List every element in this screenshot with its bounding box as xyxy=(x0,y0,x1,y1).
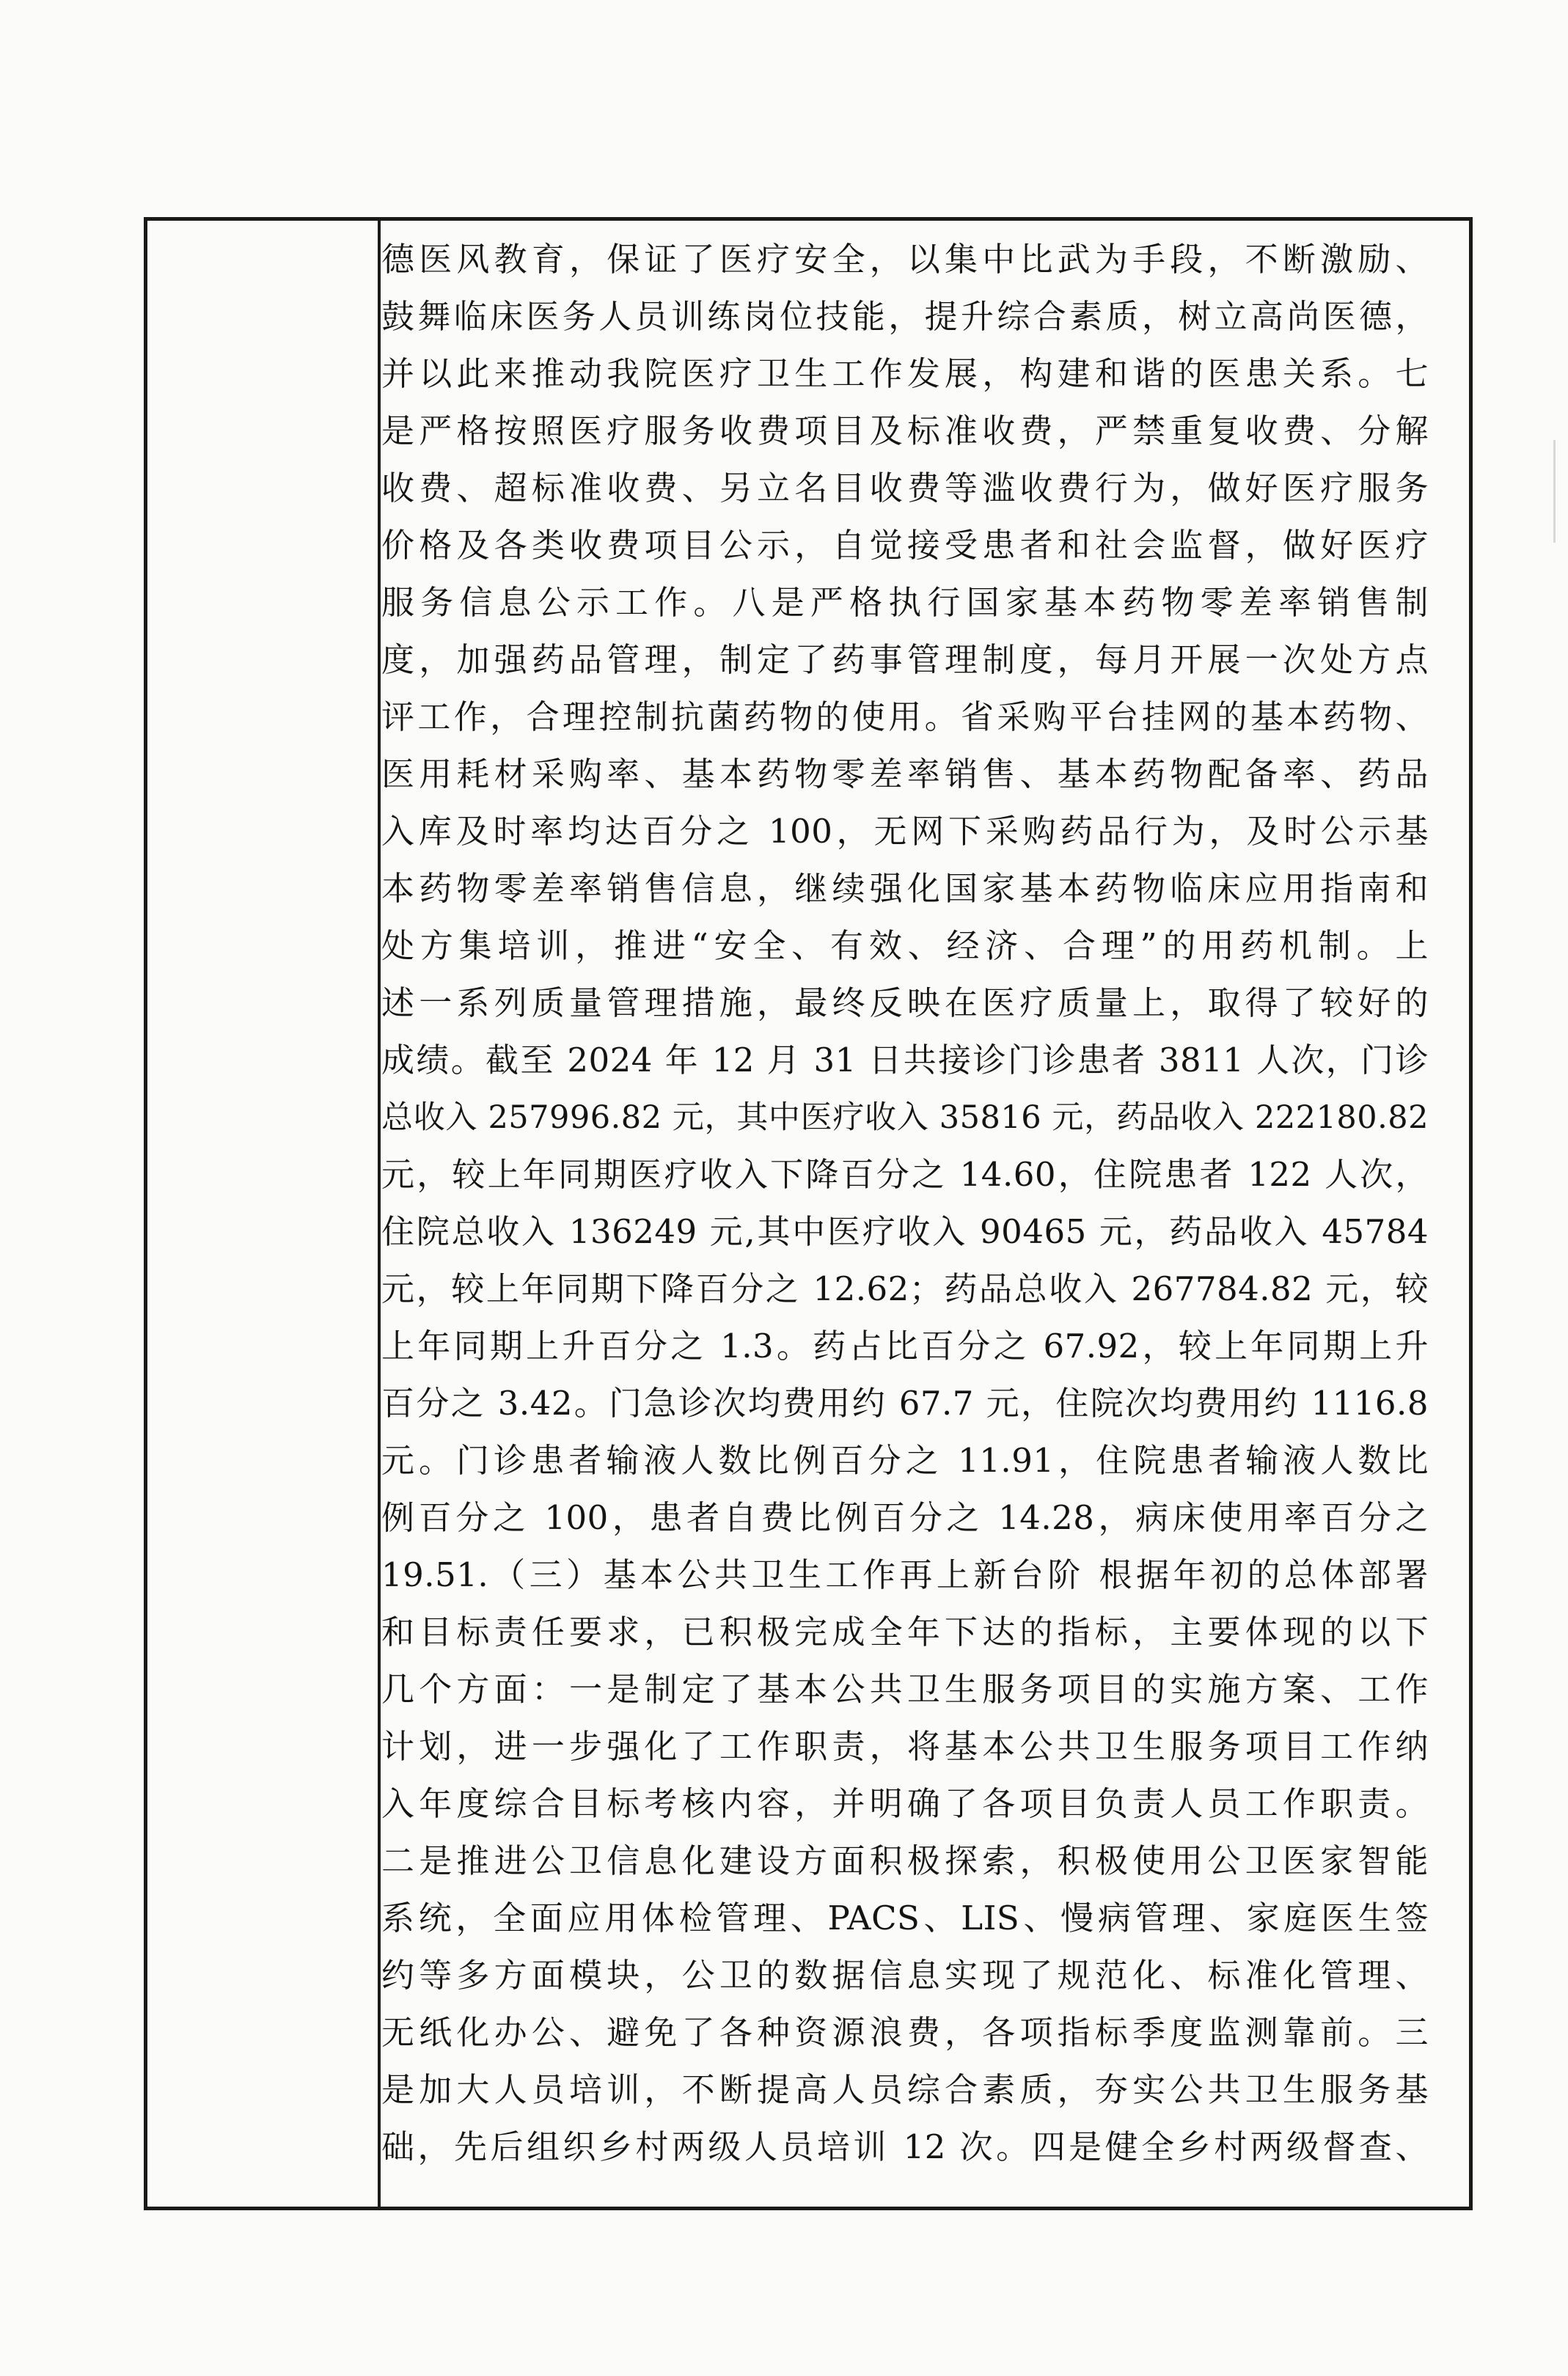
table-label-cell xyxy=(147,221,381,2207)
text-line: 是加大人员培训，不断提高人员综合素质，夯实公共卫生服务基 xyxy=(381,2070,1429,2109)
text-line: 约等多方面模块，公卫的数据信息实现了规范化、标准化管理、 xyxy=(381,1956,1429,1995)
text-line: 述一系列质量管理措施，最终反映在医疗质量上，取得了较好的 xyxy=(381,983,1429,1022)
text-line: 评工作，合理控制抗菌药物的使用。省采购平台挂网的基本药物、 xyxy=(381,697,1429,736)
text-line: 入年度综合目标考核内容，并明确了各项目负责人员工作职责。 xyxy=(381,1784,1429,1823)
text-line: 是严格按照医疗服务收费项目及标准收费，严禁重复收费、分解 xyxy=(381,411,1429,450)
text-line: 几个方面：一是制定了基本公共卫生服务项目的实施方案、工作 xyxy=(381,1670,1429,1709)
text-line: 元，较上年同期下降百分之 12.62；药品总收入 267784.82 元，较 xyxy=(381,1269,1429,1308)
text-line: 价格及各类收费项目公示，自觉接受患者和社会监督，做好医疗 xyxy=(381,526,1429,565)
text-line: 础，先后组织乡村两级人员培训 12 次。四是健全乡村两级督查、 xyxy=(381,2127,1429,2166)
text-line: 处方集培训，推进“安全、有效、经济、合理”的用药机制。上 xyxy=(381,926,1429,965)
text-line: 德医风教育，保证了医疗安全，以集中比武为手段，不断激励、 xyxy=(381,240,1429,279)
text-line: 入库及时率均达百分之 100，无网下采购药品行为，及时公示基 xyxy=(381,812,1429,851)
text-line: 元。门诊患者输液人数比例百分之 11.91，住院患者输液人数比 xyxy=(381,1441,1429,1480)
text-line: 总收入 257996.82 元，其中医疗收入 35816 元，药品收入 222180.82 xyxy=(381,1099,1429,1136)
text-line: 医用耗材采购率、基本药物零差率销售、基本药物配备率、药品 xyxy=(381,755,1429,793)
text-line: 度，加强药品管理，制定了药事管理制度，每月开展一次处方点 xyxy=(381,640,1429,679)
text-line: 本药物零差率销售信息，继续强化国家基本药物临床应用指南和 xyxy=(381,869,1429,908)
text-line: 例百分之 100，患者自费比例百分之 14.28，病床使用率百分之 xyxy=(381,1498,1429,1537)
text-line: 并以此来推动我院医疗卫生工作发展，构建和谐的医患关系。七 xyxy=(381,354,1429,393)
scan-edge-shadow xyxy=(1553,440,1556,543)
text-line: 收费、超标准收费、另立名目收费等滥收费行为，做好医疗服务 xyxy=(381,469,1429,507)
text-line: 19.51.（三）基本公共卫生工作再上新台阶 根据年初的总体部署 xyxy=(381,1555,1429,1594)
text-line: 计划，进一步强化了工作职责，将基本公共卫生服务项目工作纳 xyxy=(381,1727,1429,1766)
text-line: 二是推进公卫信息化建设方面积极探索，积极使用公卫医家智能 xyxy=(381,1841,1429,1880)
text-line: 元，较上年同期医疗收入下降百分之 14.60，住院患者 122 人次， xyxy=(381,1155,1429,1194)
text-line: 百分之 3.42。门急诊次均费用约 67.7 元，住院次均费用约 1116.8 xyxy=(381,1384,1429,1423)
text-line: 系统，全面应用体检管理、PACS、LIS、慢病管理、家庭医生签 xyxy=(381,1899,1429,1937)
text-line: 无纸化办公、避免了各种资源浪费，各项指标季度监测靠前。三 xyxy=(381,2013,1429,2052)
text-line: 鼓舞临床医务人员训练岗位技能，提升综合素质，树立高尚医德， xyxy=(381,297,1429,336)
text-line: 上年同期上升百分之 1.3。药占比百分之 67.92，较上年同期上升 xyxy=(381,1327,1429,1365)
text-line: 住院总收入 136249 元,其中医疗收入 90465 元，药品收入 45784 xyxy=(381,1212,1429,1251)
text-line: 成绩。截至 2024 年 12 月 31 日共接诊门诊患者 3811 人次，门诊 xyxy=(381,1041,1429,1079)
text-line: 和目标责任要求，已积极完成全年下达的指标，主要体现的以下 xyxy=(381,1613,1429,1651)
text-line: 服务信息公示工作。八是严格执行国家基本药物零差率销售制 xyxy=(381,583,1429,622)
